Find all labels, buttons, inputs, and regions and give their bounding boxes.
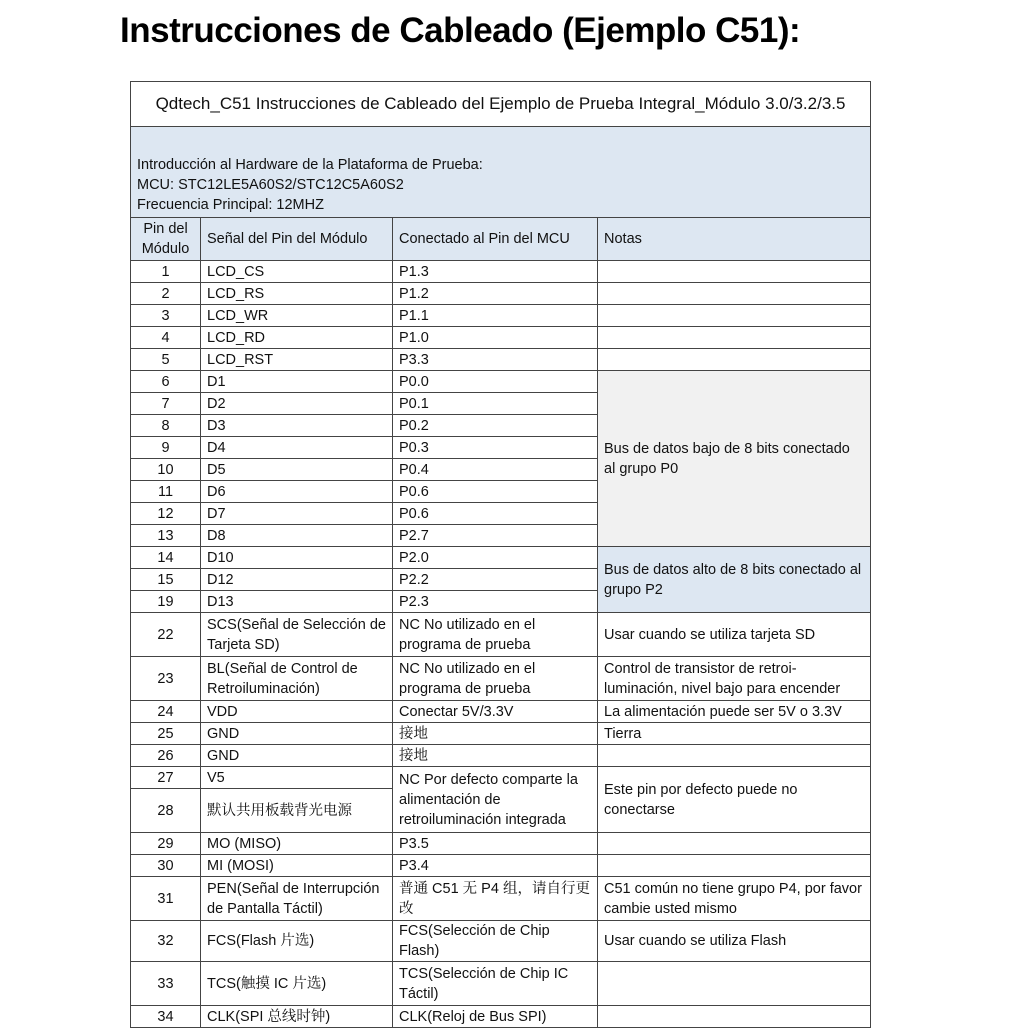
- table-row: [131, 657, 871, 701]
- mcu-cell: TCS(Selección de Chip IC Táctil): [393, 962, 598, 1006]
- signal-cell: MO (MISO): [201, 833, 393, 855]
- mcu-cell: P0.6: [393, 503, 598, 525]
- note-cell: [598, 745, 871, 767]
- mcu-cell: P0.3: [393, 437, 598, 459]
- table-row: [131, 613, 871, 657]
- note-cell: [598, 962, 871, 1006]
- pin-cell: 8: [131, 415, 201, 437]
- signal-cell: GND: [201, 745, 393, 767]
- mcu-cell: P2.2: [393, 569, 598, 591]
- mcu-cell: 接地: [393, 723, 598, 745]
- pin-cell: 32: [131, 921, 201, 962]
- signal-cell: BL(Señal de Control de Retroiluminación): [201, 657, 393, 701]
- mcu-cell: P2.0: [393, 547, 598, 569]
- signal-cell: D7: [201, 503, 393, 525]
- pin-cell: 22: [131, 613, 201, 657]
- note-cell: Usar cuando se utiliza tarjeta SD: [598, 613, 871, 657]
- table-row: [131, 833, 871, 855]
- signal-cell: D1: [201, 371, 393, 393]
- pin-cell: 23: [131, 657, 201, 701]
- header-signal: Señal del Pin del Módulo: [201, 218, 393, 261]
- pin-cell: 9: [131, 437, 201, 459]
- page-title: Instrucciones de Cableado (Ejemplo C51):: [120, 11, 801, 50]
- signal-cell: PEN(Señal de Interrupción de Pantalla Táctil): [201, 877, 393, 921]
- pin-cell: 31: [131, 877, 201, 921]
- mcu-cell: P0.0: [393, 371, 598, 393]
- mcu-cell: P0.1: [393, 393, 598, 415]
- header-mcu: Conectado al Pin del MCU: [393, 218, 598, 261]
- pin-cell: 6: [131, 371, 201, 393]
- hardware-intro: [131, 127, 871, 218]
- table-row: [131, 962, 871, 1006]
- table-row: [131, 349, 871, 371]
- mcu-cell: P1.0: [393, 327, 598, 349]
- note-cell: [598, 305, 871, 327]
- table-row: [131, 701, 871, 723]
- note-cell: [598, 833, 871, 855]
- note-cell: La alimentación puede ser 5V o 3.3V: [598, 701, 871, 723]
- signal-cell: CLK(SPI 总线时钟): [201, 1006, 393, 1028]
- note-cell-high-bus: Bus de datos alto de 8 bits conectado al grupo P2: [598, 547, 871, 613]
- signal-cell: D8: [201, 525, 393, 547]
- note-cell: [598, 283, 871, 305]
- pin-cell: 12: [131, 503, 201, 525]
- pin-cell: 28: [131, 789, 201, 833]
- note-cell: [598, 1006, 871, 1028]
- pin-cell: 13: [131, 525, 201, 547]
- pin-cell: 7: [131, 393, 201, 415]
- hardware-intro-row: [131, 127, 871, 218]
- pin-cell: 19: [131, 591, 201, 613]
- pin-cell: 25: [131, 723, 201, 745]
- signal-cell: TCS(触摸 IC 片选): [201, 962, 393, 1006]
- signal-cell: LCD_RST: [201, 349, 393, 371]
- signal-cell: D13: [201, 591, 393, 613]
- table-row: [131, 261, 871, 283]
- column-header-row: [131, 218, 871, 261]
- pin-cell: 4: [131, 327, 201, 349]
- signal-cell: VDD: [201, 701, 393, 723]
- mcu-cell: P0.4: [393, 459, 598, 481]
- pin-cell: 15: [131, 569, 201, 591]
- table-row: [131, 855, 871, 877]
- mcu-cell: NC No utilizado en el programa de prueba: [393, 657, 598, 701]
- mcu-cell: 普通 C51 无 P4 组，请自行更改: [393, 877, 598, 921]
- header-notes: Notas: [598, 218, 871, 261]
- signal-cell: LCD_WR: [201, 305, 393, 327]
- signal-cell: D4: [201, 437, 393, 459]
- note-cell: Control de transistor de retroi-luminación, nivel bajo para encender: [598, 657, 871, 701]
- mcu-cell: P0.6: [393, 481, 598, 503]
- note-cell-low-bus: Bus de datos bajo de 8 bits conectado al grupo P0: [598, 371, 871, 547]
- note-cell: [598, 855, 871, 877]
- note-cell: Tierra: [598, 723, 871, 745]
- wiring-table: [130, 81, 871, 1028]
- signal-cell: GND: [201, 723, 393, 745]
- signal-cell: D2: [201, 393, 393, 415]
- pin-cell: 1: [131, 261, 201, 283]
- pin-cell: 29: [131, 833, 201, 855]
- mcu-cell: P1.2: [393, 283, 598, 305]
- table-row: [131, 305, 871, 327]
- mcu-cell: P1.1: [393, 305, 598, 327]
- signal-cell: 默认共用板载背光电源: [201, 789, 393, 833]
- pin-cell: 14: [131, 547, 201, 569]
- signal-cell: SCS(Señal de Selección de Tarjeta SD): [201, 613, 393, 657]
- pin-cell: 24: [131, 701, 201, 723]
- pin-cell: 2: [131, 283, 201, 305]
- mcu-cell: CLK(Reloj de Bus SPI): [393, 1006, 598, 1028]
- mcu-cell: Conectar 5V/3.3V: [393, 701, 598, 723]
- pin-cell: 3: [131, 305, 201, 327]
- table-row: [131, 877, 871, 921]
- table-caption-row: [131, 82, 871, 127]
- pin-cell: 34: [131, 1006, 201, 1028]
- mcu-cell: P3.5: [393, 833, 598, 855]
- signal-cell: MI (MOSI): [201, 855, 393, 877]
- table-caption: Qdtech_C51 Instrucciones de Cableado del Ejemplo de Prueba Integral_Módulo 3.0/3.2/3.5: [131, 82, 871, 127]
- pin-cell: 10: [131, 459, 201, 481]
- pin-cell: 33: [131, 962, 201, 1006]
- signal-cell: LCD_RS: [201, 283, 393, 305]
- mcu-cell: P3.3: [393, 349, 598, 371]
- signal-cell: D12: [201, 569, 393, 591]
- table-row: [131, 767, 871, 789]
- table-row: [131, 921, 871, 962]
- signal-cell: V5: [201, 767, 393, 789]
- mcu-cell: P3.4: [393, 855, 598, 877]
- note-cell: [598, 349, 871, 371]
- intro-mcu: MCU: STC12LE5A60S2/STC12C5A60S2: [137, 177, 404, 193]
- table-row: [131, 371, 871, 393]
- mcu-cell: P2.7: [393, 525, 598, 547]
- mcu-cell: FCS(Selección de Chip Flash): [393, 921, 598, 962]
- mcu-cell: P2.3: [393, 591, 598, 613]
- mcu-cell-backlight: NC Por defecto comparte la alimentación de retroiluminación integrada: [393, 767, 598, 833]
- wiring-document: [130, 81, 870, 1028]
- table-row: [131, 1006, 871, 1028]
- table-row: [131, 745, 871, 767]
- mcu-cell: P0.2: [393, 415, 598, 437]
- mcu-cell: 接地: [393, 745, 598, 767]
- note-cell-backlight: Este pin por defecto puede no conectarse: [598, 767, 871, 833]
- intro-frequency: Frecuencia Principal: 12MHZ: [137, 197, 324, 213]
- note-cell: [598, 327, 871, 349]
- note-cell: [598, 261, 871, 283]
- signal-cell: D10: [201, 547, 393, 569]
- table-row: [131, 327, 871, 349]
- note-cell: Usar cuando se utiliza Flash: [598, 921, 871, 962]
- mcu-cell: NC No utilizado en el programa de prueba: [393, 613, 598, 657]
- signal-cell: D6: [201, 481, 393, 503]
- pin-cell: 5: [131, 349, 201, 371]
- signal-cell: LCD_CS: [201, 261, 393, 283]
- signal-cell: LCD_RD: [201, 327, 393, 349]
- signal-cell: D3: [201, 415, 393, 437]
- note-cell: C51 común no tiene grupo P4, por favor cambie usted mismo: [598, 877, 871, 921]
- mcu-cell: P1.3: [393, 261, 598, 283]
- header-pin: Pin del Módulo: [131, 218, 201, 261]
- pin-cell: 11: [131, 481, 201, 503]
- pin-cell: 26: [131, 745, 201, 767]
- table-row: [131, 283, 871, 305]
- table-row: [131, 547, 871, 569]
- table-row: [131, 723, 871, 745]
- signal-cell: FCS(Flash 片选): [201, 921, 393, 962]
- pin-cell: 30: [131, 855, 201, 877]
- pin-cell: 27: [131, 767, 201, 789]
- signal-cell: D5: [201, 459, 393, 481]
- intro-heading: Introducción al Hardware de la Plataforma de Prueba:: [137, 157, 483, 173]
